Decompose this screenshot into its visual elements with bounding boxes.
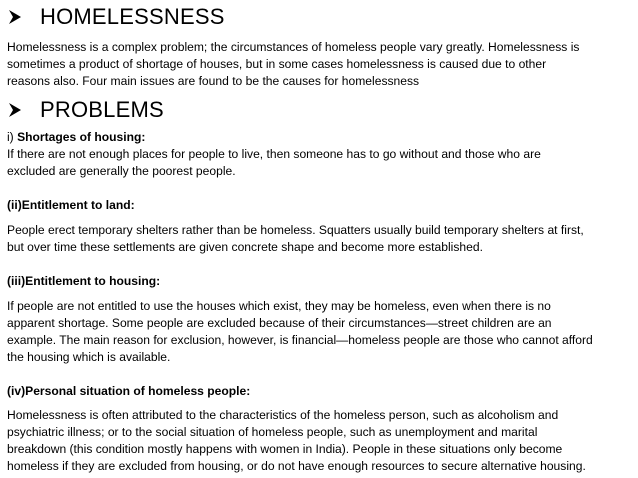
arrow-bullet-icon xyxy=(8,102,22,118)
problem-prefix: i) xyxy=(7,130,18,144)
problem-body-line: People erect temporary shelters rather than be homeless. Squatters usually build temporary shelters at first, xyxy=(7,223,584,237)
problem-body-line: the housing which is available. xyxy=(7,349,171,364)
heading-title: HOMELESSNESS xyxy=(40,4,225,29)
problem-title: (iii)Entitlement to housing: xyxy=(7,274,161,288)
problem-body xyxy=(7,298,637,366)
problem-body xyxy=(7,146,637,180)
problem-body-line: but over time these settlements are given concrete shape and become more established. xyxy=(7,239,483,254)
problem-body-line: If there are not enough places for people to live, then someone has to go without and those who are xyxy=(7,147,541,161)
intro-paragraph xyxy=(7,39,637,90)
problem-body-line: breakdown (this condition mostly happens with women in India). People in these situations only become xyxy=(7,441,563,456)
problem-body-line: homeless if they are excluded from housing, or do not have enough resources to secure alternative housing. xyxy=(7,458,586,473)
intro-line: Homelessness is a complex problem; the circumstances of homeless people vary greatly. Homelessness is xyxy=(7,40,580,54)
intro-line: reasons also. Four main issues are found to be the causes for homelessness xyxy=(7,73,420,88)
problem-title: (iv)Personal situation of homeless people: xyxy=(7,384,251,398)
heading-problems xyxy=(8,97,164,123)
arrow-bullet-icon xyxy=(8,9,22,25)
problem-heading xyxy=(7,273,160,290)
problem-body-line: If people are not entitled to use the houses which exist, they may be homeless, even when there is no xyxy=(7,299,551,313)
heading-title: PROBLEMS xyxy=(40,97,164,122)
problem-heading xyxy=(7,383,250,400)
problem-body-line: psychiatric illness; or to the social situation of homeless people, such as unemployment and marital xyxy=(7,424,538,439)
problem-title: (ii)Entitlement to land: xyxy=(7,198,135,212)
heading-homelessness xyxy=(8,4,225,30)
problem-body-line: apparent shortage. Some people are excluded because of their circumstances—street children are an xyxy=(7,315,552,330)
problem-body-line: Homelessness is often attributed to the characteristics of the homeless person, such as alcoholism and xyxy=(7,408,559,422)
problem-body xyxy=(7,407,637,475)
intro-line: sometimes a product of shortage of houses, but in some cases homelessness is caused due to other xyxy=(7,56,547,71)
problem-heading xyxy=(7,129,145,146)
problem-body xyxy=(7,222,637,256)
problem-heading xyxy=(7,197,135,214)
problem-title: Shortages of housing: xyxy=(17,130,146,144)
problem-body-line: excluded are generally the poorest people. xyxy=(7,163,236,178)
problem-body-line: example. The main reason for exclusion, however, is financial—homeless people are those who cannot afford xyxy=(7,332,593,347)
